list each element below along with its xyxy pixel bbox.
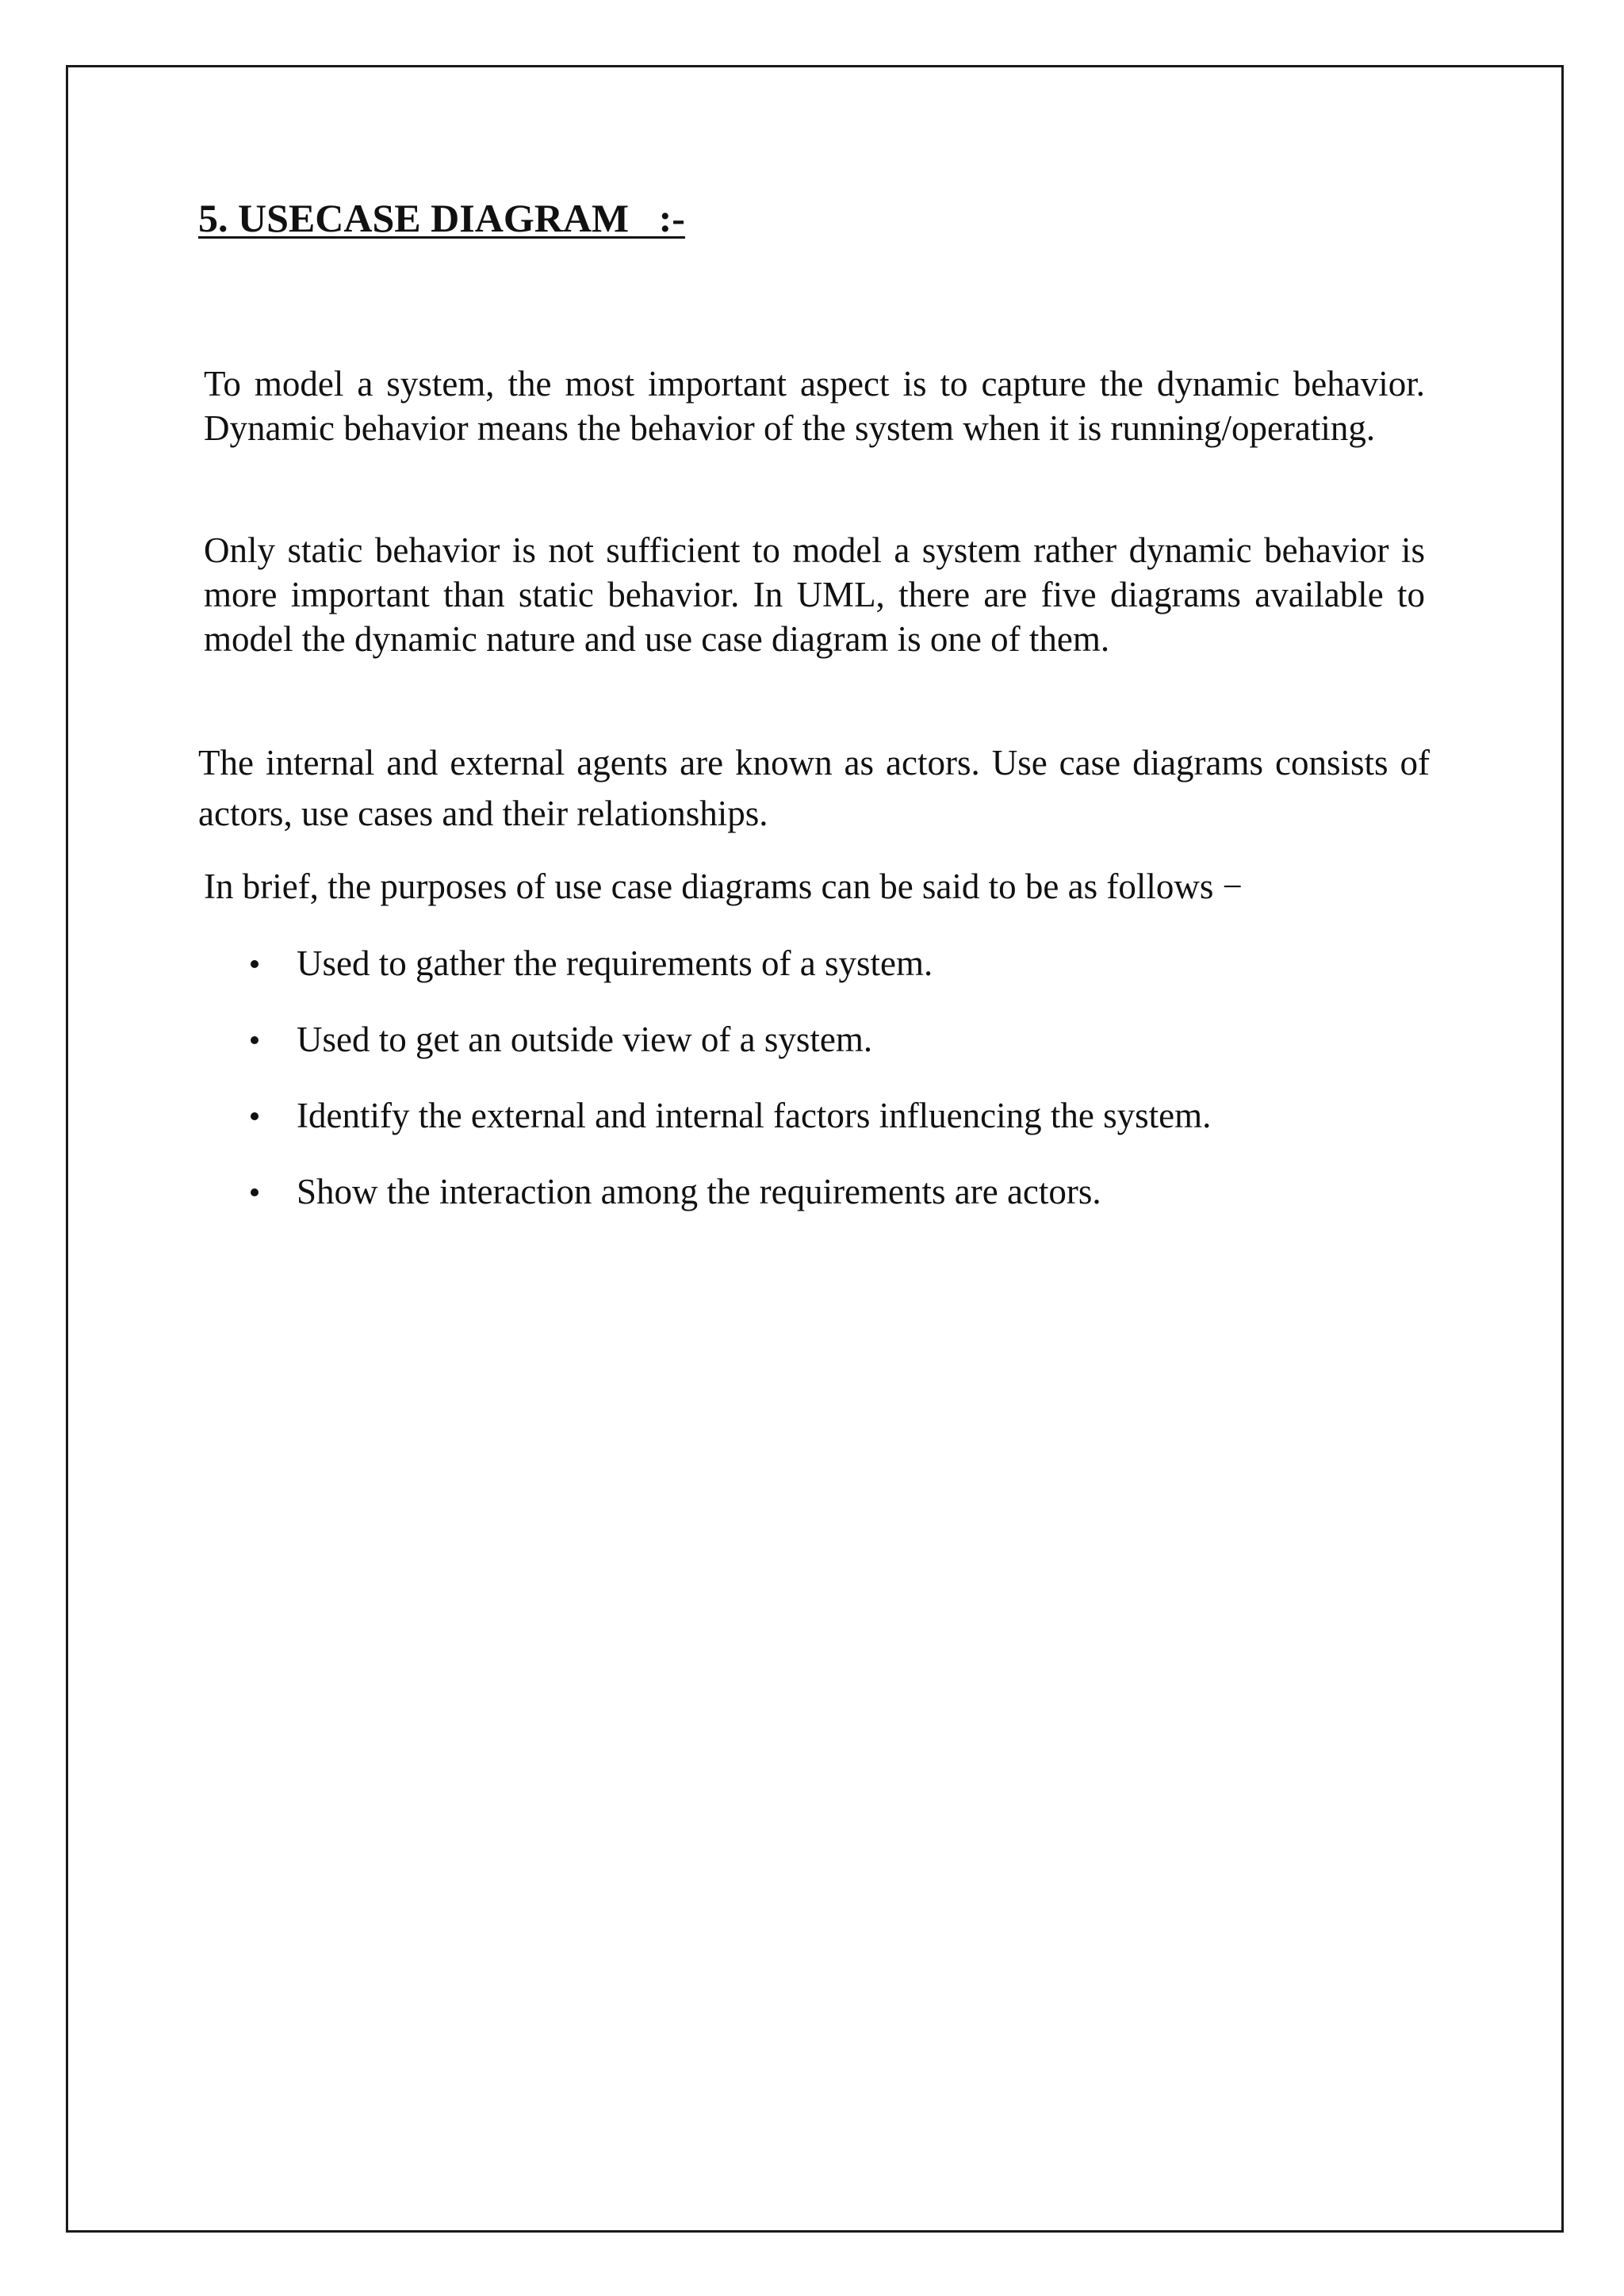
bullet-icon bbox=[251, 1112, 259, 1120]
list-item-text: Identify the external and internal factors influencing the system. bbox=[297, 1096, 1212, 1135]
list-item-text: Used to get an outside view of a system. bbox=[297, 1020, 873, 1059]
paragraph-purposes-intro: In brief, the purposes of use case diagrams can be said to be as follows − bbox=[204, 867, 1243, 906]
bullet-icon bbox=[251, 960, 259, 968]
list-item bbox=[238, 941, 1211, 985]
list-item-text: Used to gather the requirements of a system. bbox=[297, 943, 933, 983]
section-heading: 5. USECASE DIAGRAM :- bbox=[198, 196, 685, 240]
list-item bbox=[238, 1169, 1211, 1214]
bullet-icon bbox=[251, 1188, 259, 1196]
purposes-list bbox=[238, 941, 1211, 1246]
paragraph-actors: The internal and external agents are known as actors. Use case diagrams consists of actors, use cases and their relationships. bbox=[198, 743, 1430, 833]
paragraph-dynamic-behavior: To model a system, the most important aspect is to capture the dynamic behavior. Dynamic behavior means the behavior of the system when it is running/operating. bbox=[204, 364, 1425, 448]
paragraph-static-behavior: Only static behavior is not sufficient to model a system rather dynamic behavior is more important than static behavior. In UML, there are five diagrams available to model the dynamic nature and use case diagram is one of them. bbox=[204, 530, 1425, 659]
list-item-text: Show the interaction among the requirements are actors. bbox=[297, 1172, 1101, 1211]
list-item bbox=[238, 1093, 1211, 1138]
bullet-icon bbox=[251, 1036, 259, 1044]
list-item bbox=[238, 1017, 1211, 1062]
